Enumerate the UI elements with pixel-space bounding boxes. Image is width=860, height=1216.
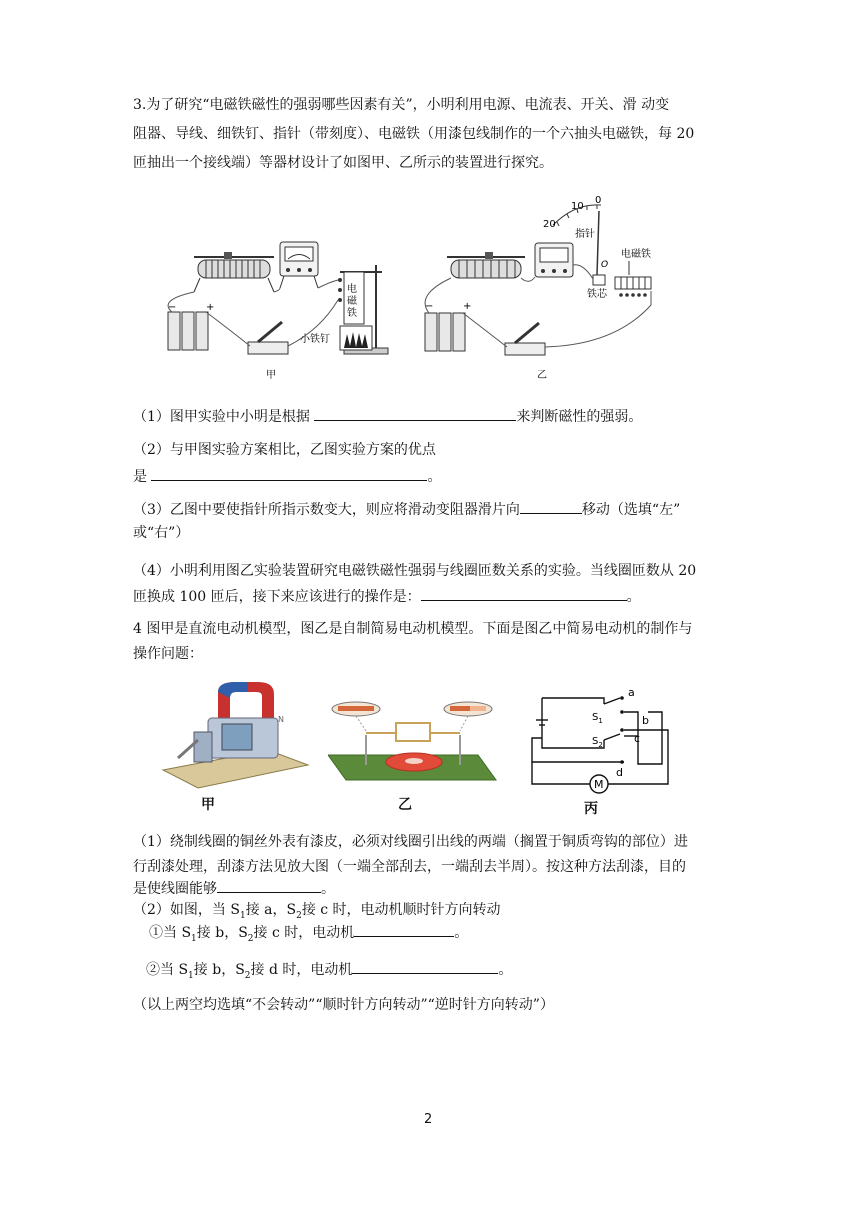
q3-figure-jia	[150, 230, 400, 390]
q4-item2: ②当 $S_1$接 b，$S_2$接 d 时，电动机 。	[146, 958, 512, 986]
q3-sub4-line2: 匝换成 100 匝后，接下来应该进行的操作是： 。	[133, 585, 641, 607]
q3-sub2-line1: （2）与甲图实验方案相比，乙图实验方案的优点	[133, 442, 436, 458]
q4-caption-jia: 甲	[201, 797, 215, 813]
battery	[168, 312, 208, 350]
q4-line-1: 4 图甲是直流电动机模型，图乙是自制简易电动机模型。下面是图乙中简易电动机的制作与	[133, 621, 693, 637]
switch-s2: $S_2$	[592, 736, 603, 749]
yi-coil	[396, 723, 430, 741]
label-electromagnet-yi: 电磁铁	[621, 249, 651, 260]
q3-sub2-line2: 是 。	[133, 465, 441, 487]
q3-sub1-tail: 来判断磁性的强弱。	[516, 409, 643, 425]
q3-figure-yi	[415, 195, 665, 390]
caption-jia-q3: 甲	[266, 370, 276, 381]
q4-caption-yi: 乙	[398, 797, 412, 813]
q4-note: （以上两空均选填“不会转动”“顺时针方向转动”“逆时针方向转动”）	[133, 997, 554, 1013]
q4-item1-blank[interactable]	[354, 921, 454, 937]
q4-figure-yi	[328, 695, 498, 790]
q4-sub1-line3: 是使线圈能够 。	[133, 877, 335, 899]
q3-sub3-line1: （3）乙图中要使指针所指示数变大，则应将滑动变阻器滑片向 移动（选填“左”	[133, 498, 680, 520]
label-nail: 小铁钉	[300, 334, 330, 345]
label-electromagnet-1: 电	[347, 284, 357, 295]
q4-figure-bing	[528, 684, 678, 794]
q3-sub3-line2: 或“右”）	[133, 525, 190, 541]
q4-sub1-line1: （1）绕制线圈的铜丝外表有漆皮，必须对线圈引出线的两端（搁置于铜质弯钩的部位）进	[133, 834, 688, 850]
terminal-b: b	[642, 714, 649, 727]
q3-sub4-text: 匝换成 100 匝后，接下来应该进行的操作是：	[133, 589, 421, 605]
svg-text:+: +	[463, 301, 472, 312]
q3-sub1-text: （1）图甲实验中小明是根据	[133, 409, 315, 425]
svg-text:−: −	[425, 301, 434, 312]
q4-line-2: 操作问题：	[133, 646, 203, 662]
q3-sub3-text: （3）乙图中要使指针所指示数变大，则应将滑动变阻器滑片向	[133, 502, 520, 518]
q4-sub1-blank[interactable]	[217, 877, 321, 893]
terminal-d: d	[616, 766, 623, 779]
caption-yi-q3: 乙	[537, 370, 547, 381]
svg-text:−: −	[168, 302, 177, 313]
q3-sub4-line1: （4）小明利用图乙实验装置研究电磁铁磁性强弱与线圈匝数关系的实验。当线圈匝数从 20	[133, 563, 697, 579]
q3-sub1-blank[interactable]	[314, 405, 516, 421]
label-electromagnet-3: 铁	[347, 308, 357, 319]
label-electromagnet-2: 磁	[347, 296, 357, 307]
switch	[248, 342, 288, 354]
q4-caption-bing: 丙	[584, 801, 598, 817]
q3-line-1: 3.为了研究“电磁铁磁性的强弱哪些因素有关”，小明利用电源、电流表、开关、滑 动变	[133, 97, 670, 113]
scale-10: 10	[571, 201, 584, 212]
q3-line-2: 阻器、导线、细铁钉、指针（带刻度）、电磁铁（用漆包线制作的一个六抽头电磁铁，每 20	[133, 126, 695, 142]
q3-sub3-blank[interactable]	[520, 498, 582, 514]
switch-s1: $S_1$	[592, 712, 603, 725]
scale-0: 0	[595, 195, 602, 206]
label-pointer: 指针	[575, 229, 595, 240]
q4-sub1-line2: 行刮漆处理，刮漆方法见放大图（一端全部刮去，一端刮去半周）。按这种方法刮漆，目的	[133, 859, 686, 875]
label-o: O	[601, 260, 609, 270]
q3-sub2-text: 是	[133, 469, 152, 485]
q4-sub1-text: 是使线圈能够	[133, 881, 217, 897]
scale-20: 20	[543, 219, 556, 230]
rheostat	[198, 260, 270, 278]
q4-item1: ①当 $S_1$接 b，$S_2$接 c 时，电动机 。	[149, 921, 468, 949]
q4-item2-blank[interactable]	[352, 958, 498, 974]
page-number: 2	[424, 1112, 433, 1127]
q3-line-3: 匝抽出一个接线端）等器材设计了如图甲、乙所示的装置进行探究。	[133, 155, 553, 171]
svg-text:N: N	[278, 715, 284, 724]
svg-text:+: +	[206, 302, 215, 313]
terminal-a: a	[628, 686, 635, 699]
terminal-c: c	[634, 732, 641, 745]
motor-label: M	[594, 778, 604, 791]
pointer	[597, 211, 599, 275]
label-core: 铁芯	[587, 289, 607, 300]
q4-sub2-line: （2）如图，当 $S_1$接 a，$S_2$接 c 时，电动机顺时针方向转动	[133, 902, 501, 921]
q3-sub4-blank[interactable]	[421, 585, 627, 601]
q4-figure-jia	[158, 680, 318, 790]
q3-sub2-blank[interactable]	[151, 465, 427, 481]
q3-sub1	[133, 405, 642, 427]
